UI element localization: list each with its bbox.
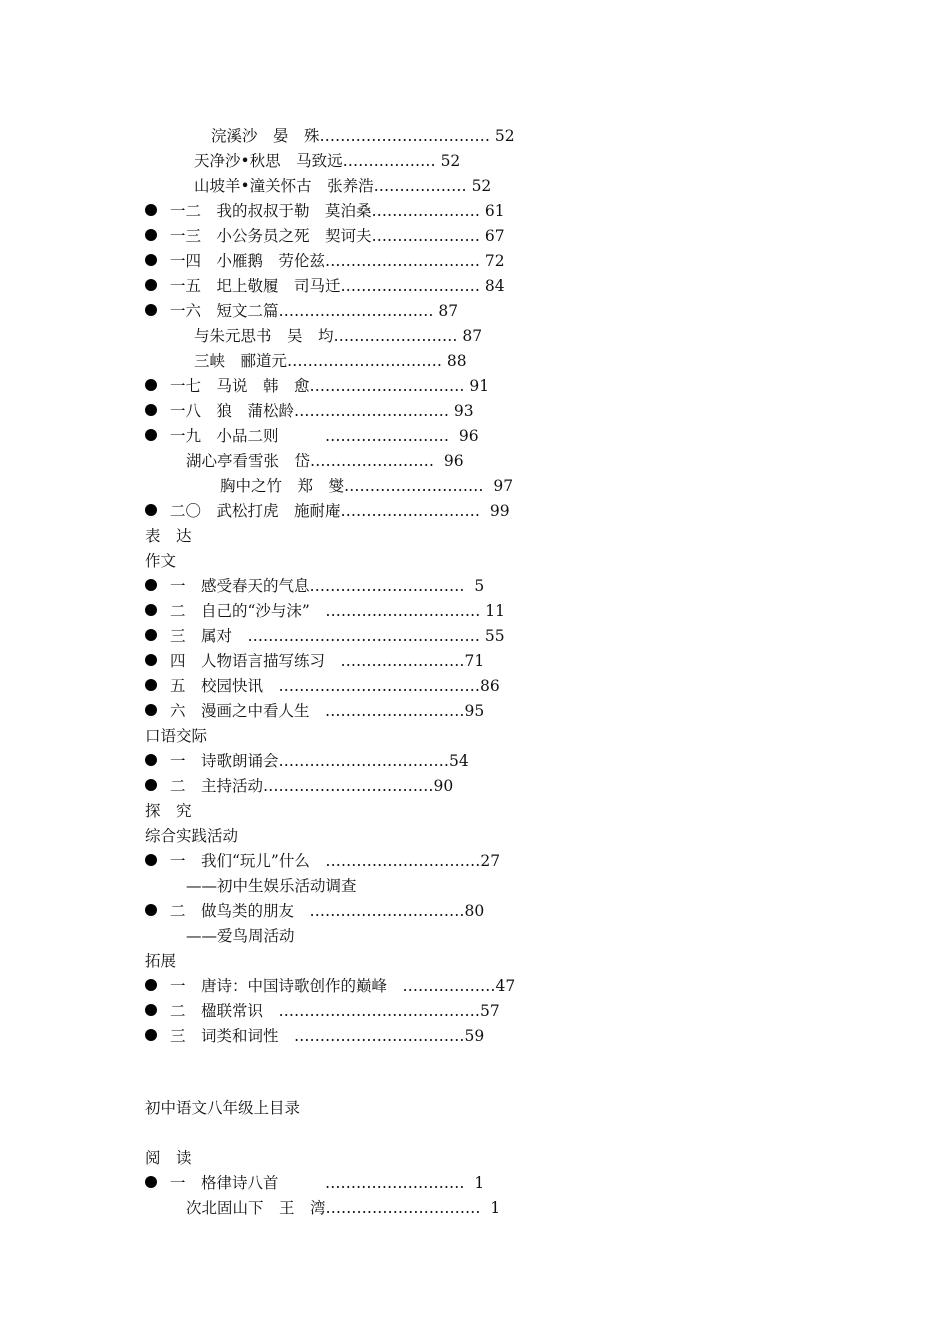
toc-line: 五 校园快讯 …………………………………86 xyxy=(170,677,500,695)
bullet-icon xyxy=(145,679,157,691)
toc-line: 一 感受春天的气息………………………… 5 xyxy=(170,577,485,595)
toc-line: 一九 小品二则 …………………… 96 xyxy=(170,427,479,445)
toc-line: 二 做鸟类的朋友 …………………………80 xyxy=(170,902,485,920)
toc-line: 六 漫画之中看人生 ………………………95 xyxy=(170,702,485,720)
bullet-icon xyxy=(145,604,157,616)
bullet-icon xyxy=(145,404,157,416)
toc-line: 二 自己的“沙与沫” ………………………… 11 xyxy=(170,602,505,620)
toc-line: 一八 狼 蒲松龄………………………… 93 xyxy=(170,402,474,420)
toc-line: 三 词类和词性 ……………………………59 xyxy=(170,1027,485,1045)
bullet-icon xyxy=(145,379,157,391)
bullet-icon xyxy=(145,579,157,591)
toc-line: 一 格律诗八首 ……………………… 1 xyxy=(170,1174,485,1192)
toc-line: 一三 小公务员之死 契诃夫………………… 67 xyxy=(170,227,505,245)
toc-line: 一六 短文二篇………………………… 87 xyxy=(170,302,459,320)
bullet-icon xyxy=(145,254,157,266)
subsection-heading: 综合实践活动 xyxy=(145,827,239,845)
bullet-icon xyxy=(145,229,157,241)
toc-line: 四 人物语言描写练习 ……………………71 xyxy=(170,652,485,670)
toc-line: 一七 马说 韩 愈………………………… 91 xyxy=(170,377,490,395)
toc-line: 与朱元思书 吴 均…………………… 87 xyxy=(194,327,483,345)
toc-line: 二〇 武松打虎 施耐庵……………………… 99 xyxy=(170,502,510,520)
bullet-icon xyxy=(145,629,157,641)
toc-line: 胸中之竹 郑 燮……………………… 97 xyxy=(220,477,514,495)
document-title: 初中语文八年级上目录 xyxy=(145,1099,301,1117)
bullet-icon xyxy=(145,1029,157,1041)
toc-line: 天净沙•秋思 马致远……………… 52 xyxy=(194,152,461,170)
toc-line: 一 诗歌朗诵会……………………………54 xyxy=(170,752,469,770)
bullet-icon xyxy=(145,504,157,516)
section-heading: 表 达 xyxy=(145,527,192,545)
toc-line: 山坡羊•潼关怀古 张养浩……………… 52 xyxy=(194,177,492,195)
subsection-heading: 作文 xyxy=(145,552,177,570)
toc-line: 次北固山下 王 湾………………………… 1 xyxy=(186,1199,501,1217)
toc-line: 二 主持活动……………………………90 xyxy=(170,777,454,795)
bullet-icon xyxy=(145,279,157,291)
toc-line: 三 属对 ……………………………………… 55 xyxy=(170,627,505,645)
toc-line: 湖心亭看雪张 岱…………………… 96 xyxy=(186,452,464,470)
toc-line: 浣溪沙 晏 殊…………………………… 52 xyxy=(211,127,515,145)
toc-line: 一 我们“玩儿”什么 …………………………27 xyxy=(170,852,501,870)
subsection-heading: 口语交际 xyxy=(145,727,208,745)
bullet-icon xyxy=(145,704,157,716)
section-heading: 阅 读 xyxy=(145,1149,192,1167)
bullet-icon xyxy=(145,429,157,441)
toc-line: 一五 圯上敬履 司马迁……………………… 84 xyxy=(170,277,505,295)
bullet-icon xyxy=(145,904,157,916)
bullet-icon xyxy=(145,1004,157,1016)
toc-line: 一 唐诗：中国诗歌创作的巅峰 ………………47 xyxy=(170,977,516,995)
subsection-heading: 拓展 xyxy=(145,952,177,970)
section-heading: 探 究 xyxy=(145,802,192,820)
toc-subtitle: ——爱鸟周活动 xyxy=(186,927,295,945)
toc-line: 一四 小雁鹅 劳伦兹………………………… 72 xyxy=(170,252,505,270)
bullet-icon xyxy=(145,204,157,216)
toc-line: 三峡 郦道元………………………… 88 xyxy=(194,352,467,370)
toc-line: 二 楹联常识 …………………………………57 xyxy=(170,1002,500,1020)
bullet-icon xyxy=(145,979,157,991)
bullet-icon xyxy=(145,754,157,766)
bullet-icon xyxy=(145,1176,157,1188)
toc-subtitle: ——初中生娱乐活动调查 xyxy=(186,877,357,895)
bullet-icon xyxy=(145,654,157,666)
toc-line: 一二 我的叔叔于勒 莫泊桑………………… 61 xyxy=(170,202,505,220)
bullet-icon xyxy=(145,304,157,316)
bullet-icon xyxy=(145,854,157,866)
bullet-icon xyxy=(145,779,157,791)
